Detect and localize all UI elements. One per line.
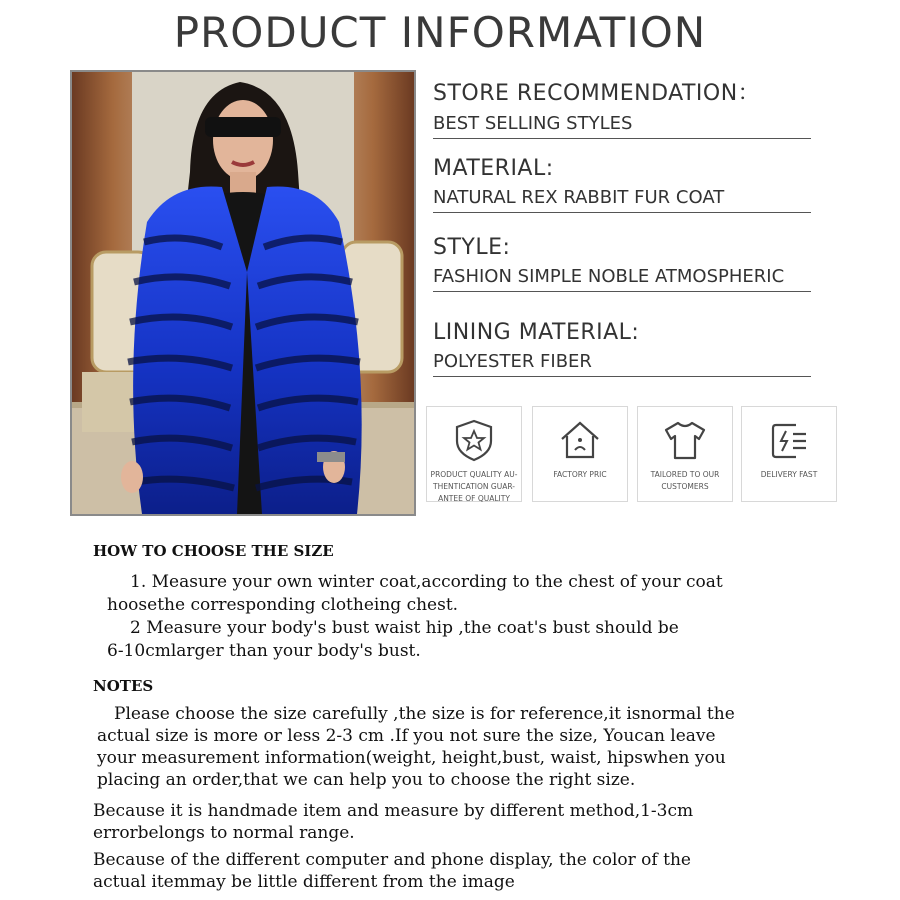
notes-line: errorbelongs to normal range. xyxy=(93,823,355,843)
notes-line: your measurement information(weight, height,bust, waist, hipswhen you xyxy=(97,748,726,768)
info-label: STYLE: xyxy=(433,235,511,260)
notes-line: Because of the different computer and phone display, the color of the xyxy=(93,850,691,870)
info-lining-material xyxy=(433,320,811,377)
info-style xyxy=(433,235,811,292)
page-title: PRODUCT INFORMATION xyxy=(173,8,707,57)
feature-quality-line: PRODUCT QUALITY AU- xyxy=(430,470,518,479)
size-guide-line: 1. Measure your own winter coat,according to the chest of your coat xyxy=(130,572,723,592)
feature-tailored xyxy=(637,406,733,502)
size-guide-line: 6-10cmlarger than your body's bust. xyxy=(107,641,421,661)
size-guide-line: 2 Measure your body's bust waist hip ,the coat's bust should be xyxy=(130,618,679,638)
info-value: POLYESTER FIBER xyxy=(433,351,811,377)
product-photo xyxy=(70,70,416,516)
info-store-recommendation xyxy=(433,76,811,139)
feature-tailored-line: TAILORED TO OUR xyxy=(650,470,720,479)
shield-star-icon xyxy=(451,417,497,463)
size-guide-heading: HOW TO CHOOSE THE SIZE xyxy=(93,542,334,560)
feature-delivery-line: DELIVERY FAST xyxy=(760,470,818,479)
info-label: MATERIAL: xyxy=(433,156,554,181)
feature-factory-price xyxy=(532,406,628,502)
feature-delivery xyxy=(741,406,837,502)
factory-house-icon xyxy=(557,417,603,463)
info-label: LINING MATERIAL: xyxy=(433,320,640,345)
notes-line: Please choose the size carefully ,the size is for reference,it isnormal the xyxy=(114,704,735,724)
notes-line: placing an order,that we can help you to choose the right size. xyxy=(97,770,636,790)
info-value: FASHION SIMPLE NOBLE ATMOSPHERIC xyxy=(433,266,811,292)
size-guide-line: hoosethe corresponding clotheing chest. xyxy=(107,595,459,615)
feature-factory-line: FACTORY PRIC xyxy=(553,470,607,479)
notes-heading: NOTES xyxy=(93,677,154,695)
feature-quality-line: ANTEE OF QUALITY xyxy=(438,494,510,503)
info-value: NATURAL REX RABBIT FUR COAT xyxy=(433,187,811,213)
tshirt-icon xyxy=(662,417,708,463)
notes-line: actual itemmay be little different from the image xyxy=(93,872,515,892)
notes-line: actual size is more or less 2-3 cm .If you not sure the size, Youcan leave xyxy=(97,726,716,746)
notes-line: Because it is handmade item and measure by different method,1-3cm xyxy=(93,801,694,821)
feature-quality xyxy=(426,406,522,502)
feature-tailored-line: CUSTOMERS xyxy=(661,482,709,491)
info-label: STORE RECOMMENDATION： xyxy=(433,81,761,106)
delivery-card-icon xyxy=(766,417,812,463)
info-material xyxy=(433,156,811,213)
info-value: BEST SELLING STYLES xyxy=(433,113,811,139)
feature-quality-line: THENTICATION GUAR- xyxy=(433,482,515,491)
